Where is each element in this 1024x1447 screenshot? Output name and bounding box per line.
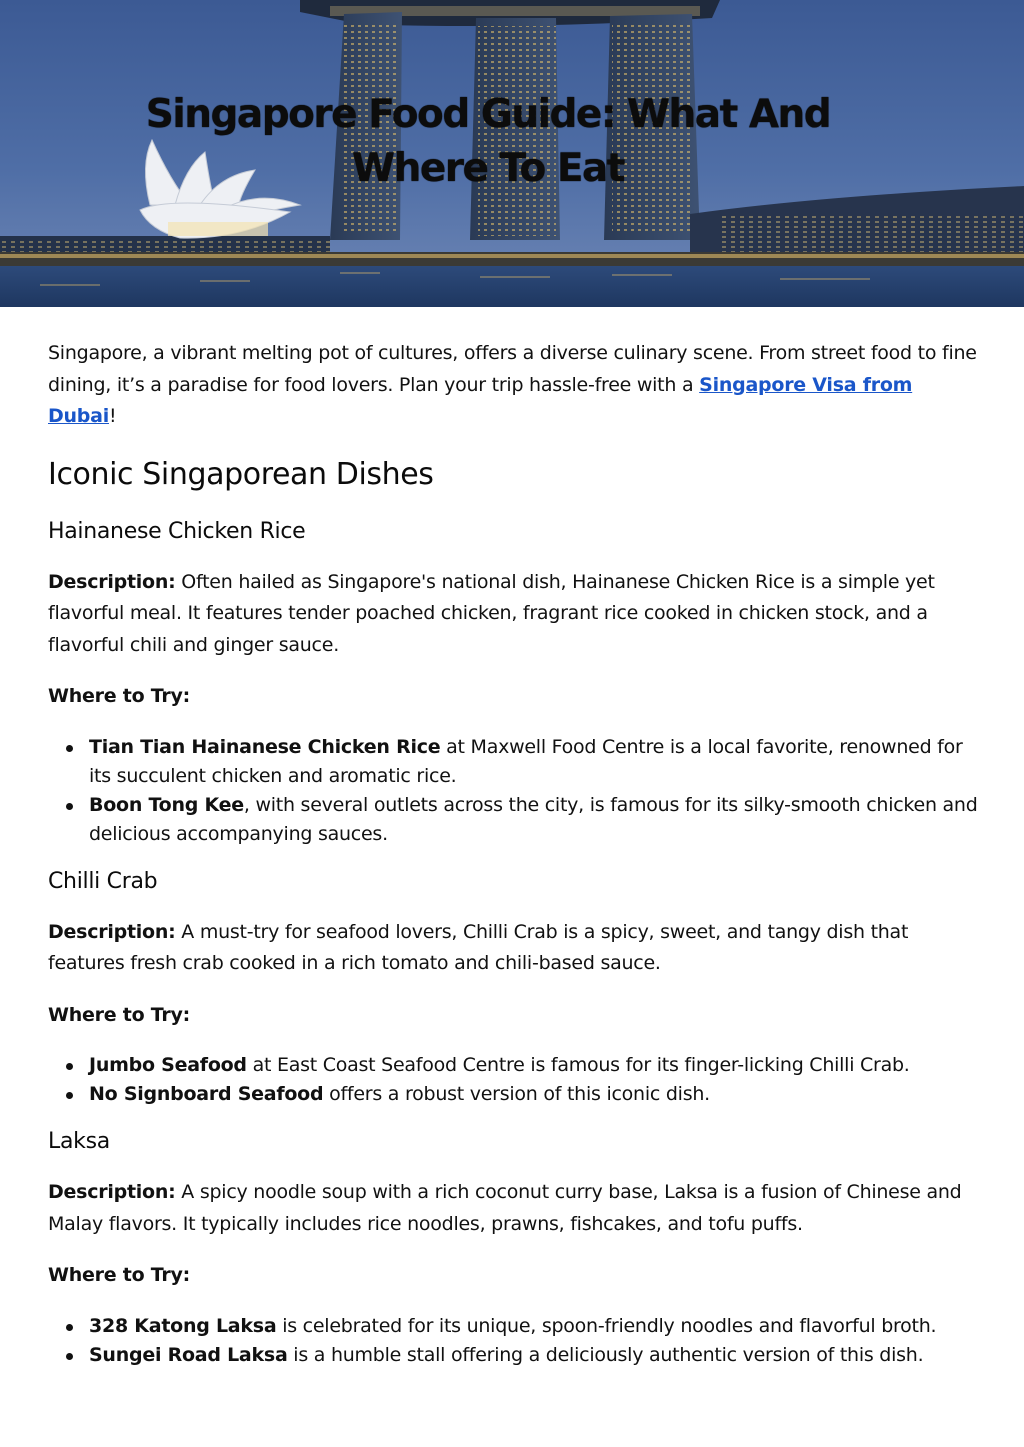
place-name: No Signboard Seafood: [89, 1083, 324, 1105]
list-item: [48, 1312, 978, 1341]
where-to-try-label: Where to Try:: [48, 1003, 190, 1026]
description-text: A must-try for seafood lovers, Chilli Crab is a spicy, sweet, and tangy dish that features fresh crab cooked in a rich tomato and chili-based sauce.: [48, 920, 909, 974]
dish-description: [48, 917, 978, 980]
intro-exclamation: !: [108, 405, 117, 427]
place-text: is a humble stall offering a deliciously authentic version of this dish.: [287, 1343, 924, 1366]
description-label: Description:: [48, 570, 176, 593]
page-title-line-2: Where To Eat: [352, 146, 624, 191]
place-name: Boon Tong Kee: [89, 793, 244, 816]
list-item: [48, 1080, 978, 1109]
list-item: [48, 791, 978, 849]
page-title-line-1: Singapore Food Guide: What And: [145, 92, 831, 137]
dish-description: [48, 1177, 978, 1240]
place-text: is celebrated for its unique, spoon-friendly noodles and flavorful broth.: [276, 1314, 937, 1337]
place-name: 328 Katong Laksa: [89, 1314, 277, 1337]
list-item: [48, 733, 978, 791]
place-name: Sungei Road Laksa: [89, 1343, 288, 1366]
dish-heading-chilli-crab: Chilli Crab: [48, 868, 158, 894]
section-heading: Iconic Singaporean Dishes: [48, 456, 434, 492]
description-label: Description:: [48, 920, 176, 943]
places-list: [48, 733, 978, 849]
intro-text: Singapore, a vibrant melting pot of cultures, offers a diverse culinary scene. From street food to fine dining, it’s a paradise for food lovers. Plan your trip hassle-free with a: [48, 342, 977, 396]
singapore-visa-link[interactable]: Singapore Visa from Dubai: [48, 373, 913, 427]
dish-heading-chicken-rice: Hainanese Chicken Rice: [48, 518, 306, 544]
intro-paragraph: [48, 338, 978, 433]
places-list: [48, 1312, 978, 1370]
where-to-try-label: Where to Try:: [48, 685, 190, 707]
places-list: [48, 1051, 978, 1109]
page-title: [60, 88, 916, 196]
description-text: Often hailed as Singapore's national dish, Hainanese Chicken Rice is a simple yet flavorful meal. It features tender poached chicken, fragrant rice cooked in chicken stock, and a flavorful chili and ginger sauce.: [48, 570, 935, 656]
place-text: , with several outlets across the city, is famous for its silky-smooth chicken and delicious accompanying sauces.: [89, 793, 978, 845]
place-text: at East Coast Seafood Centre is famous for its finger-licking Chilli Crab.: [246, 1054, 910, 1076]
place-name: Jumbo Seafood: [89, 1054, 247, 1076]
dish-heading-laksa: Laksa: [48, 1129, 110, 1154]
where-to-try-label: Where to Try:: [48, 1264, 190, 1286]
place-name: Tian Tian Hainanese Chicken Rice: [89, 735, 441, 758]
place-text: offers a robust version of this iconic dish.: [323, 1083, 710, 1105]
list-item: [48, 1051, 978, 1080]
place-text: at Maxwell Food Centre is a local favorite, renowned for its succulent chicken and aromatic rice.: [89, 735, 963, 787]
list-item: [48, 1341, 978, 1370]
dish-description: [48, 567, 978, 662]
hero-banner: [0, 0, 1024, 307]
description-text: A spicy noodle soup with a rich coconut curry base, Laksa is a fusion of Chinese and Malay flavors. It typically includes rice noodles, prawns, fishcakes, and tofu puffs.: [48, 1181, 962, 1235]
article-body: [48, 338, 978, 1388]
description-label: Description:: [48, 1181, 176, 1203]
